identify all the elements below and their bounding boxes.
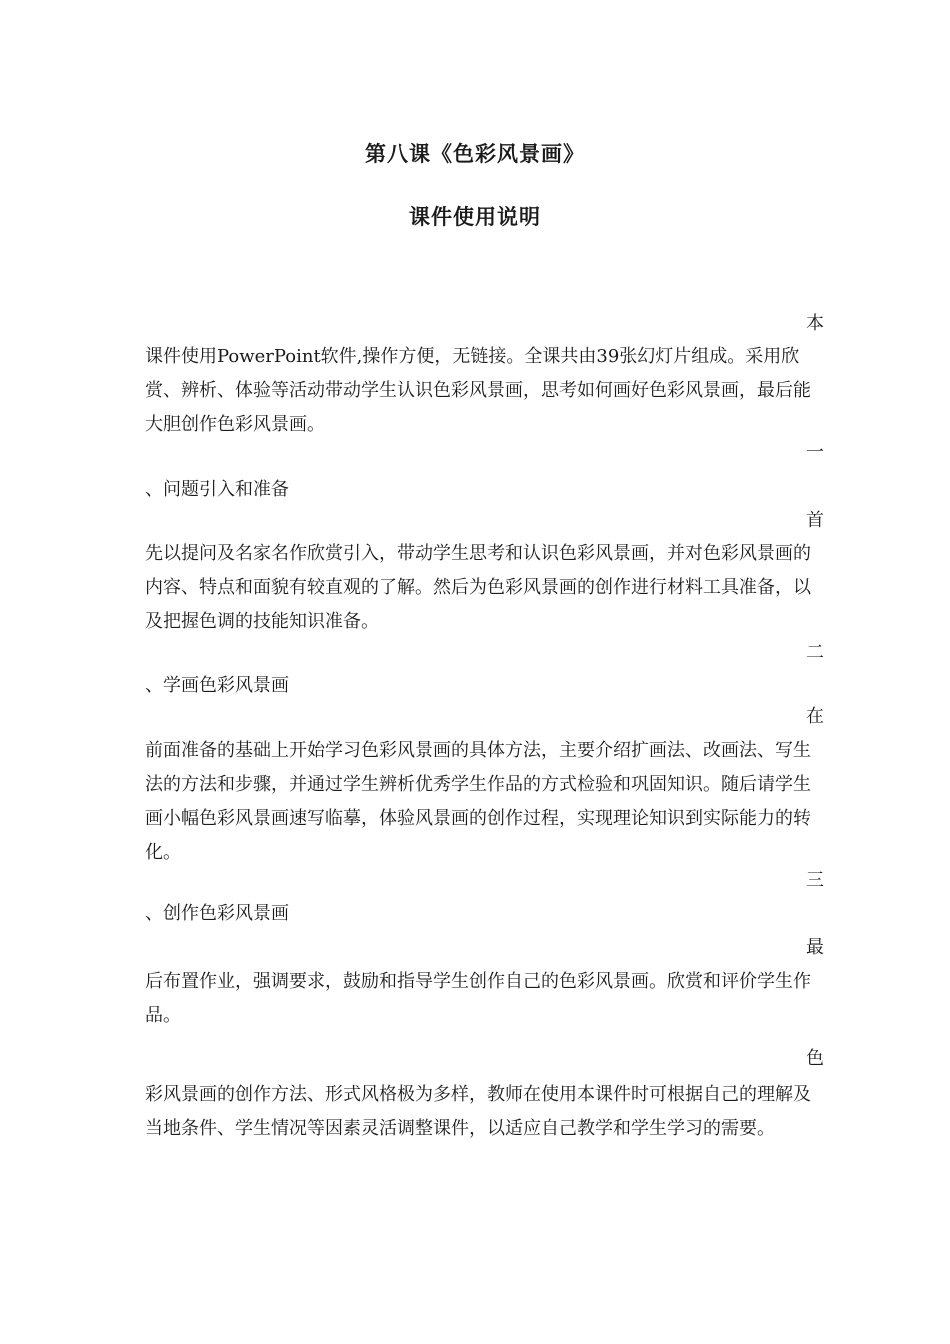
- section-3-heading: 、创作色彩风景画: [145, 903, 289, 924]
- closing-paragraph: 彩风景画的创作方法、形式风格极为多样，教师在使用本课件时可根据自己的理解及当地条件、学生情况等因素灵活调整课件，以适应自己教学和学生学习的需要。: [145, 1084, 811, 1139]
- section-1-paragraph: 先以提问及名家名作欣赏引入，带动学生思考和认识色彩风景画，并对色彩风景画的内容、特点和面貌有较直观的了解。然后为色彩风景画的创作进行材料工具准备，以及把握色调的技能知识准备。: [145, 543, 811, 632]
- section-1-lead-char: 首: [806, 510, 824, 531]
- intro-lead-char: 本: [806, 313, 824, 334]
- intro-paragraph: 课件使用PowerPoint软件,操作方便，无链接。全课共由39张幻灯片组成。采用欣赏、辨析、体验等活动带动学生认识色彩风景画，思考如何画好色彩风景画，最后能大胆创作色彩风景画。: [145, 346, 811, 435]
- document-title: 第八课《色彩风景画》: [365, 142, 585, 166]
- section-2-lead-char: 在: [806, 706, 824, 727]
- section-2-paragraph: 前面准备的基础上开始学习色彩风景画的具体方法，主要介绍扩画法、改画法、写生法的方法和步骤，并通过学生辨析优秀学生作品的方式检验和巩固知识。随后请学生画小幅色彩风景画速写临摹，体验风景画的创作过程，实现理论知识到实际能力的转化。: [145, 740, 811, 863]
- document-subtitle: 课件使用说明: [409, 205, 541, 229]
- section-2-number: 二: [806, 642, 824, 663]
- closing-lead-char: 色: [806, 1048, 824, 1069]
- section-3-number: 三: [806, 870, 824, 891]
- section-3-lead-char: 最: [806, 937, 824, 958]
- section-1-number: 一: [806, 442, 824, 463]
- section-1-heading: 、问题引入和准备: [145, 479, 289, 500]
- section-2-heading: 、学画色彩风景画: [145, 675, 289, 696]
- section-3-paragraph: 后布置作业，强调要求，鼓励和指导学生创作自己的色彩风景画。欣赏和评价学生作品。: [145, 971, 811, 1026]
